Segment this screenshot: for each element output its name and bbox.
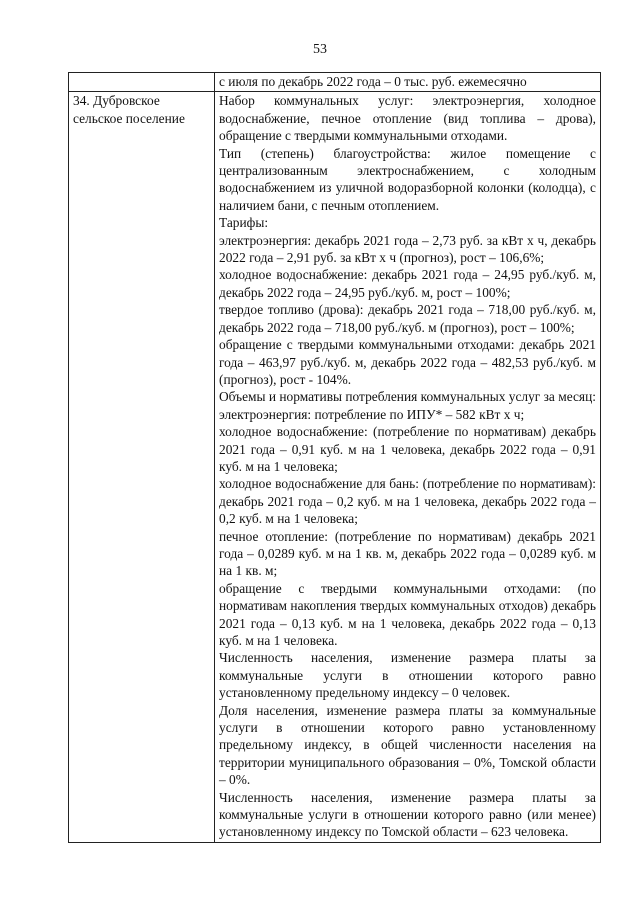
table-row-continuation	[69, 73, 601, 92]
page-number: 53	[313, 42, 327, 57]
paragraph-tariff-waste: обращение с твердыми коммунальными отходами: декабрь 2021 года – 463,97 руб./куб. м, декабрь 2022 года – 482,53 руб./куб. м (прогноз), рост - 104%.	[219, 337, 596, 387]
paragraph-volume-electricity: электроэнергия: потребление по ИПУ* – 582 кВт х ч;	[219, 406, 525, 422]
paragraph-population-regional-index: Численность населения, изменение размера платы за коммунальные услуги в отношении которого равно (или менее) установленному индексу по Томской области – 623 человека.	[219, 789, 596, 840]
paragraph-tariffs-heading: Тарифы:	[219, 215, 269, 231]
paragraph-volumes-heading: Объемы и нормативы потребления коммунальных услуг за месяц:	[219, 389, 596, 405]
tariff-table	[68, 72, 601, 843]
paragraph-service-set: Набор коммунальных услуг: электроэнергия, холодное водоснабжение, печное отопление (вид топлива – дрова), обращение с твердыми коммунальными отходами.	[219, 93, 596, 144]
paragraph-tariff-electricity: электроэнергия: декабрь 2021 года – 2,73 руб. за кВт х ч, декабрь 2022 года – 2,91 руб. за кВт х ч (прогноз), рост – 106,6%;	[219, 232, 596, 266]
continuation-cell: с июля по декабрь 2022 года – 0 тыс. руб. ежемесячно	[215, 73, 601, 92]
empty-cell	[69, 73, 215, 92]
paragraph-improvement-type: Тип (степень) благоустройства: жилое помещение с централизованным электроснабжением, с холодным водоснабжением из уличной водоразборной колонки (колодца), с наличием бани, с печным отоплением.	[219, 145, 596, 213]
paragraph-tariff-firewood: твердое топливо (дрова): декабрь 2021 года – 718,00 руб./куб. м, декабрь 2022 года – 718,00 руб./куб. м (прогноз), рост – 100%;	[219, 302, 596, 335]
paragraph-volume-waste: обращение с твердыми коммунальными отходами: (по нормативам накопления твердых коммунальных отходов) декабрь 2021 года – 0,13 куб. м на 1 человека, декабрь 2022 года – 0,13 куб. м на 1 человека.	[219, 580, 596, 648]
paragraph-population-share: Доля населения, изменение размера платы за коммунальные услуги в отношении которого равно установленному предельному индексу, в общей численности населения на территории муниципального образования – 0%, Томской области – 0%.	[219, 702, 596, 788]
paragraph-population-equal-index: Численность населения, изменение размера платы за коммунальные услуги в отношении которого равно установленному предельному индексу – 0 человек.	[219, 650, 596, 701]
paragraph-volume-bath-water: холодное водоснабжение для бань: (потребление по нормативам): декабрь 2021 года – 0,2 куб. м на 1 человека, декабрь 2022 года – 0,2 куб. м на 1 человека;	[219, 476, 596, 527]
paragraph-volume-stove-heating: печное отопление: (потребление по нормативам) декабрь 2021 года – 0,0289 куб. м на 1 кв. м, декабрь 2022 года – 0,0289 куб. м на 1 кв. м;	[219, 528, 596, 579]
details-cell	[215, 92, 601, 842]
table-row-municipality	[69, 92, 601, 842]
paragraph-volume-cold-water: холодное водоснабжение: (потребление по нормативам) декабрь 2021 года – 0,91 куб. м на 1 человека, декабрь 2022 года – 0,91 куб. м на 1 человека;	[219, 424, 596, 474]
municipality-name: 34. Дубровское сельское поселение	[69, 92, 215, 842]
paragraph-tariff-cold-water: холодное водоснабжение: декабрь 2021 года – 24,95 руб./куб. м, декабрь 2022 года – 24,95 руб./куб. м, рост – 100%;	[219, 267, 596, 300]
